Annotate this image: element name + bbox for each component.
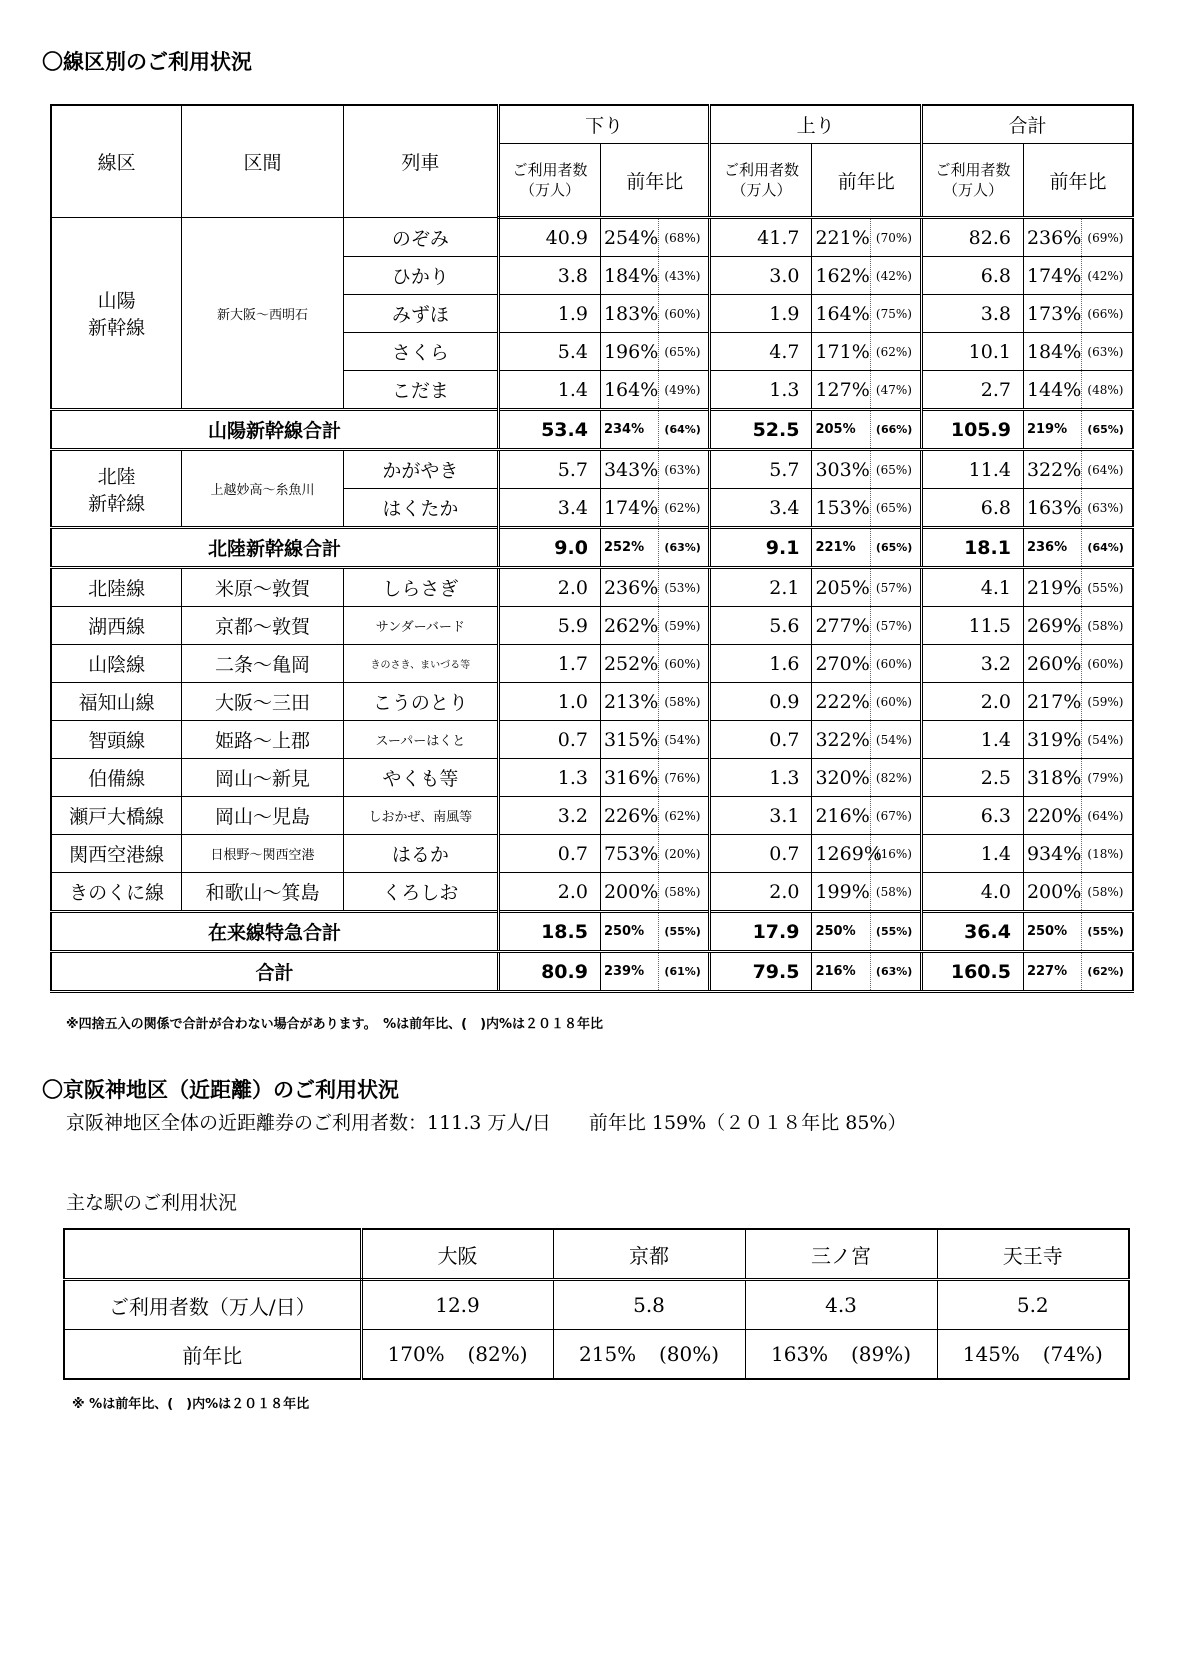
yoy-value: 219% [1023,410,1081,450]
users-value: 3.8 [498,257,600,295]
yoy-value: 222% [812,683,870,721]
yoy-value: 200% [1023,873,1081,912]
users-value: 1.4 [921,721,1023,759]
users-value: 1.0 [498,683,600,721]
total-label: 山陽新幹線合計 [51,410,498,450]
ratio-2018-value: (67%) [870,797,921,835]
yoy-value: 221% [812,528,870,568]
users-value: 0.7 [710,835,812,873]
ratio-2018-value: (66%) [1082,295,1133,333]
yoy-value: 220% [1023,797,1081,835]
header-total: 合計 [921,105,1133,144]
users-value: 80.9 [498,952,600,992]
ratio-2018-value: (53%) [659,568,710,607]
station-name: 三ノ宮 [745,1229,937,1280]
ratio-2018-value: (43%) [659,257,710,295]
users-value: 9.0 [498,528,600,568]
yoy-value: 250% [1023,912,1081,952]
yoy-value: 322% [812,721,870,759]
station-users: 5.2 [937,1280,1129,1330]
ratio-2018-value: (64%) [1082,528,1133,568]
ratio-2018-value: (60%) [659,295,710,333]
users-value: 11.4 [921,450,1023,489]
users-value: 5.7 [710,450,812,489]
users-value: 11.5 [921,607,1023,645]
table-row [51,218,1133,257]
yoy-value: 216% [812,797,870,835]
yoy-value: 174% [1023,257,1081,295]
ratio-2018-value: (47%) [870,371,921,410]
yoy-value: 262% [600,607,658,645]
ratio-2018-value: (76%) [659,759,710,797]
users-value: 5.7 [498,450,600,489]
header-up: 上り [710,105,922,144]
users-value: 0.7 [498,835,600,873]
ratio-2018-value: (70%) [870,218,921,257]
yoy-value: 320% [812,759,870,797]
users-value: 18.1 [921,528,1023,568]
users-value: 1.3 [710,759,812,797]
ratio-2018-value: (55%) [870,912,921,952]
users-value: 1.6 [710,645,812,683]
section-name: 和歌山～箕島 [182,873,344,912]
users-value: 5.6 [710,607,812,645]
station-yoy [361,1330,553,1380]
ratio-2018-value: (65%) [659,333,710,371]
yoy-value: 343% [600,450,658,489]
total-row [51,528,1133,568]
ratio-2018-value: (16%) [870,835,921,873]
station-yoy [937,1330,1129,1380]
yoy-value: 183% [600,295,658,333]
yoy-value: 184% [600,257,658,295]
header-train: 列車 [343,105,498,218]
users-value: 5.4 [498,333,600,371]
ratio-2018-value: (65%) [870,528,921,568]
users-value: 82.6 [921,218,1023,257]
section-name: 大阪～三田 [182,683,344,721]
station-header-row [64,1229,1129,1280]
yoy-value: 316% [600,759,658,797]
table-row [51,568,1133,607]
ratio-2018-value: (63%) [659,528,710,568]
yoy-value: 250% [812,912,870,952]
header-users [710,144,812,218]
users-label: ご利用者数（万人/日） [64,1280,361,1330]
yoy-value: 173% [1023,295,1081,333]
section-name: 日根野～関西空港 [182,835,344,873]
users-value: 2.0 [921,683,1023,721]
station-2018-ratio: (80%) [658,1342,719,1366]
users-value: 1.4 [498,371,600,410]
yoy-value: 934% [1023,835,1081,873]
line-name: きのくに線 [51,873,182,912]
users-value: 1.4 [921,835,1023,873]
total-label: 在来線特急合計 [51,912,498,952]
ratio-2018-value: (54%) [870,721,921,759]
yoy-value: 319% [1023,721,1081,759]
station-2018-ratio: (89%) [850,1342,911,1366]
users-value: 3.2 [498,797,600,835]
yoy-value: 171% [812,333,870,371]
ratio-2018-value: (58%) [870,873,921,912]
yoy-value: 184% [1023,333,1081,371]
station-yoy-value: 170% [387,1342,445,1366]
yoy-value: 236% [1023,528,1081,568]
yoy-value: 164% [812,295,870,333]
station-users: 4.3 [745,1280,937,1330]
section1-note: ※四捨五入の関係で合計が合わない場合があります。 %は前年比、( )内%は２０１８年比 [66,1017,604,1032]
yoy-value: 254% [600,218,658,257]
yoy-value: 252% [600,528,658,568]
users-value: 36.4 [921,912,1023,952]
ratio-2018-value: (62%) [870,333,921,371]
ratio-2018-value: (58%) [1082,607,1133,645]
yoy-value: 144% [1023,371,1081,410]
yoy-value: 221% [812,218,870,257]
users-value: 17.9 [710,912,812,952]
total-row [51,952,1133,992]
station-users: 5.8 [553,1280,745,1330]
ratio-2018-value: (79%) [1082,759,1133,797]
yoy-value: 277% [812,607,870,645]
line-name: 伯備線 [51,759,182,797]
yoy-value: 1269% [812,835,870,873]
ratio-2018-value: (64%) [1082,450,1133,489]
users-value: 0.7 [710,721,812,759]
kinki-summary: 京阪神地区全体の近距離券のご利用者数：111.3 万人/日 前年比 159%（２０１８年比 85%） [66,1112,907,1134]
yoy-value: 200% [600,873,658,912]
yoy-value: 164% [600,371,658,410]
header-users [498,144,600,218]
users-value: 3.4 [498,489,600,528]
train-name: さくら [343,333,498,371]
station-users: 12.9 [361,1280,553,1330]
line-name: 瀬戸大橋線 [51,797,182,835]
ratio-2018-value: (63%) [870,952,921,992]
line-name-part: 北陸 [97,465,136,488]
station-2018-ratio: (74%) [1042,1342,1103,1366]
ratio-2018-value: (69%) [1082,218,1133,257]
ratio-2018-value: (18%) [1082,835,1133,873]
station-yoy [745,1330,937,1380]
users-value: 2.0 [710,873,812,912]
yoy-value: 318% [1023,759,1081,797]
table-row [51,645,1133,683]
ratio-2018-value: (42%) [870,257,921,295]
train-name: やくも等 [343,759,498,797]
users-value: 1.9 [498,295,600,333]
train-name: しらさぎ [343,568,498,607]
ratio-2018-value: (58%) [1082,873,1133,912]
users-value: 105.9 [921,410,1023,450]
ratio-2018-value: (62%) [659,797,710,835]
train-name: サンダーバード [343,607,498,645]
users-value: 1.3 [710,371,812,410]
users-value: 3.0 [710,257,812,295]
yoy-value: 315% [600,721,658,759]
users-value: 2.0 [498,873,600,912]
header-users-unit: （万人） [731,181,792,199]
train-name: しおかぜ、南風等 [343,797,498,835]
users-value: 5.9 [498,607,600,645]
line-name-part: 新幹線 [88,492,146,515]
line-name: 北陸線 [51,568,182,607]
section-name: 新大阪～西明石 [182,218,344,410]
ratio-2018-value: (60%) [870,645,921,683]
yoy-value: 196% [600,333,658,371]
ratio-2018-value: (62%) [1082,952,1133,992]
header-down: 下り [498,105,710,144]
header-section: 区間 [182,105,344,218]
ratio-2018-value: (54%) [659,721,710,759]
train-name: スーパーはくと [343,721,498,759]
ratio-2018-value: (55%) [1082,568,1133,607]
yoy-value: 153% [812,489,870,528]
ratio-2018-value: (48%) [1082,371,1133,410]
header-yoy: 前年比 [600,144,709,218]
yoy-value: 217% [1023,683,1081,721]
ratio-2018-value: (60%) [1082,645,1133,683]
section2-title: 〇京阪神地区（近距離）のご利用状況 [42,1078,399,1102]
yoy-value: 250% [600,912,658,952]
train-name: のぞみ [343,218,498,257]
section-name: 姫路～上郡 [182,721,344,759]
users-value: 6.3 [921,797,1023,835]
header-yoy: 前年比 [1023,144,1133,218]
yoy-value: 213% [600,683,658,721]
table-row [51,835,1133,873]
yoy-value: 239% [600,952,658,992]
ratio-2018-value: (63%) [1082,489,1133,528]
train-name: こうのとり [343,683,498,721]
table-row [51,721,1133,759]
users-value: 4.1 [921,568,1023,607]
table-row [51,759,1133,797]
ratio-2018-value: (60%) [870,683,921,721]
section1-title: 〇線区別のご利用状況 [42,50,252,74]
users-value: 2.5 [921,759,1023,797]
ratio-2018-value: (66%) [870,410,921,450]
users-value: 2.1 [710,568,812,607]
train-name: みずほ [343,295,498,333]
table-row [51,607,1133,645]
yoy-value: 252% [600,645,658,683]
users-value: 6.8 [921,489,1023,528]
users-value: 52.5 [710,410,812,450]
line-name-part: 新幹線 [88,317,146,339]
users-value: 53.4 [498,410,600,450]
ratio-2018-value: (68%) [659,218,710,257]
line-name: 湖西線 [51,607,182,645]
users-value: 18.5 [498,912,600,952]
yoy-value: 303% [812,450,870,489]
users-value: 0.9 [710,683,812,721]
train-name: きのさき、まいづる等 [343,645,498,683]
users-value: 2.0 [498,568,600,607]
yoy-value: 205% [812,568,870,607]
section-name: 岡山～児島 [182,797,344,835]
ratio-2018-value: (57%) [870,568,921,607]
users-value: 41.7 [710,218,812,257]
ratio-2018-value: (55%) [1082,912,1133,952]
users-value: 160.5 [921,952,1023,992]
yoy-value: 174% [600,489,658,528]
station-usage-table [63,1228,1130,1380]
users-value: 3.1 [710,797,812,835]
line-name: 関西空港線 [51,835,182,873]
section2-note: ※ %は前年比、( )内%は２０１８年比 [72,1397,310,1412]
ratio-2018-value: (57%) [870,607,921,645]
yoy-value: 227% [1023,952,1081,992]
header-row [51,105,1133,144]
users-value: 3.2 [921,645,1023,683]
users-value: 1.7 [498,645,600,683]
line-name: 福知山線 [51,683,182,721]
ratio-2018-value: (65%) [1082,410,1133,450]
line-name [51,218,182,410]
yoy-value: 219% [1023,568,1081,607]
station-yoy [553,1330,745,1380]
ratio-2018-value: (64%) [1082,797,1133,835]
ratio-2018-value: (60%) [659,645,710,683]
station-users-row [64,1280,1129,1330]
yoy-value: 236% [600,568,658,607]
station-2018-ratio: (82%) [467,1342,528,1366]
header-users-label: ご利用者数 [723,161,799,179]
table-row [51,683,1133,721]
ratio-2018-value: (62%) [659,489,710,528]
yoy-value: 260% [1023,645,1081,683]
table-row [51,873,1133,912]
users-value: 10.1 [921,333,1023,371]
ratio-2018-value: (61%) [659,952,710,992]
ratio-2018-value: (63%) [1082,333,1133,371]
table-row [51,450,1133,489]
users-value: 0.7 [498,721,600,759]
users-value: 4.0 [921,873,1023,912]
yoy-value: 127% [812,371,870,410]
table-row [51,797,1133,835]
ratio-2018-value: (58%) [659,873,710,912]
section-name: 上越妙高～糸魚川 [182,450,344,528]
train-name: はるか [343,835,498,873]
station-name: 京都 [553,1229,745,1280]
header-users-unit: （万人） [519,181,580,199]
line-usage-table [50,104,1134,993]
line-name: 智頭線 [51,721,182,759]
ratio-2018-value: (65%) [870,489,921,528]
yoy-value: 162% [812,257,870,295]
yoy-value: 269% [1023,607,1081,645]
station-name: 天王寺 [937,1229,1129,1280]
yoy-value: 205% [812,410,870,450]
section-name: 京都～敦賀 [182,607,344,645]
section-name: 米原～敦賀 [182,568,344,607]
ratio-2018-value: (59%) [659,607,710,645]
train-name: はくたか [343,489,498,528]
stations-subtitle: 主な駅のご利用状況 [66,1192,238,1214]
yoy-value: 199% [812,873,870,912]
header-users [921,144,1023,218]
ratio-2018-value: (59%) [1082,683,1133,721]
yoy-value: 236% [1023,218,1081,257]
empty-corner [64,1229,361,1280]
total-row [51,912,1133,952]
ratio-2018-value: (42%) [1082,257,1133,295]
header-yoy: 前年比 [812,144,921,218]
header-users-label: ご利用者数 [512,161,588,179]
users-value: 9.1 [710,528,812,568]
ratio-2018-value: (20%) [659,835,710,873]
ratio-2018-value: (65%) [870,450,921,489]
section-name: 岡山～新見 [182,759,344,797]
train-name: かがやき [343,450,498,489]
station-yoy-value: 145% [962,1342,1020,1366]
ratio-2018-value: (49%) [659,371,710,410]
header-users-unit: （万人） [942,181,1003,199]
yoy-value: 234% [600,410,658,450]
yoy-label: 前年比 [64,1330,361,1380]
users-value: 2.7 [921,371,1023,410]
yoy-value: 322% [1023,450,1081,489]
users-value: 40.9 [498,218,600,257]
users-value: 3.4 [710,489,812,528]
ratio-2018-value: (54%) [1082,721,1133,759]
station-yoy-value: 215% [579,1342,637,1366]
train-name: こだま [343,371,498,410]
ratio-2018-value: (58%) [659,683,710,721]
ratio-2018-value: (75%) [870,295,921,333]
ratio-2018-value: (63%) [659,450,710,489]
line-name-part: 山陽 [97,290,136,312]
yoy-value: 270% [812,645,870,683]
header-users-label: ご利用者数 [935,161,1011,179]
users-value: 4.7 [710,333,812,371]
users-value: 79.5 [710,952,812,992]
ratio-2018-value: (55%) [659,912,710,952]
line-name [51,450,182,528]
ratio-2018-value: (82%) [870,759,921,797]
section-name: 二条～亀岡 [182,645,344,683]
station-name: 大阪 [361,1229,553,1280]
users-value: 3.8 [921,295,1023,333]
users-value: 1.3 [498,759,600,797]
station-yoy-row [64,1330,1129,1380]
yoy-value: 226% [600,797,658,835]
header-line: 線区 [51,105,182,218]
station-yoy-value: 163% [771,1342,829,1366]
yoy-value: 163% [1023,489,1081,528]
total-row [51,410,1133,450]
line-name: 山陰線 [51,645,182,683]
total-label: 北陸新幹線合計 [51,528,498,568]
train-name: ひかり [343,257,498,295]
total-label: 合計 [51,952,498,992]
users-value: 1.9 [710,295,812,333]
yoy-value: 753% [600,835,658,873]
yoy-value: 216% [812,952,870,992]
ratio-2018-value: (64%) [659,410,710,450]
users-value: 6.8 [921,257,1023,295]
train-name: くろしお [343,873,498,912]
